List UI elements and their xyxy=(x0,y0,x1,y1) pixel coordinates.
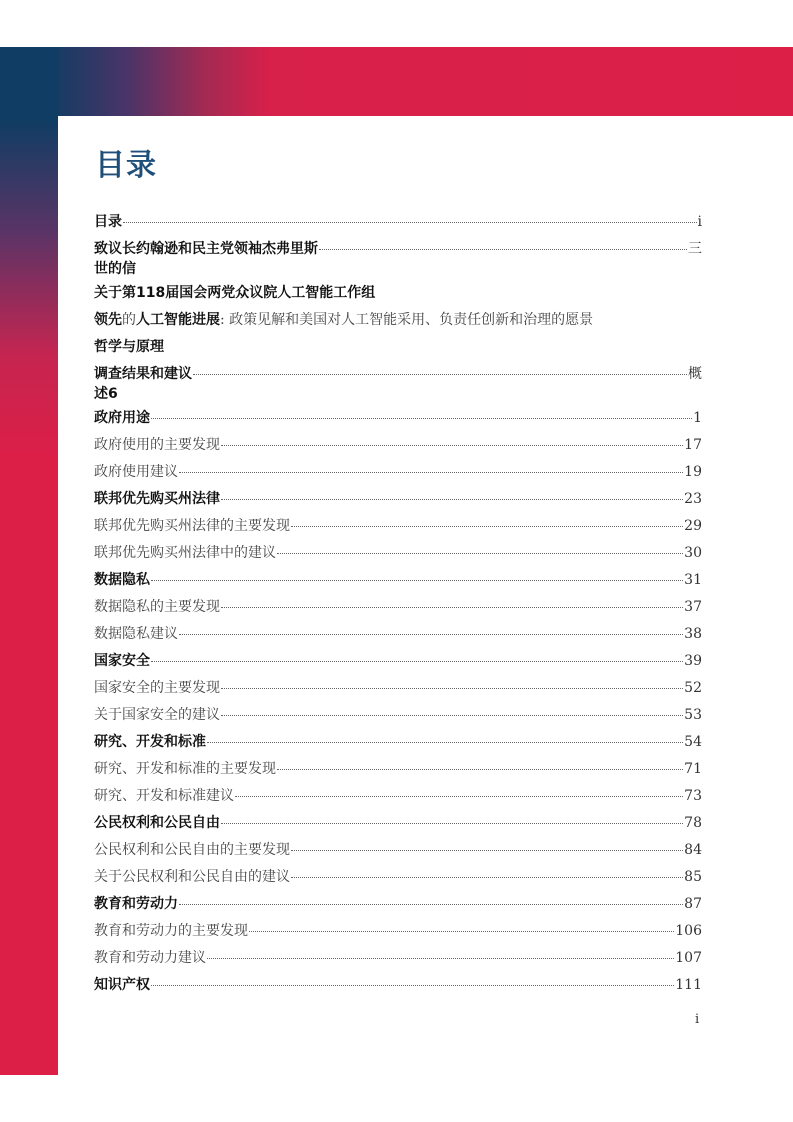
toc-leader-dots xyxy=(221,714,683,716)
toc-entry[interactable] xyxy=(94,867,702,894)
toc-entry-page: 29 xyxy=(684,518,702,534)
toc-entry-title: 数据隐私的主要发现 xyxy=(94,599,220,615)
toc-entry-page: 78 xyxy=(684,815,702,831)
toc-entry[interactable] xyxy=(94,975,702,1002)
toc-entry-page: 73 xyxy=(684,788,702,804)
toc-entry-title: 政府使用的主要发现 xyxy=(94,437,220,453)
toc-leader-dots xyxy=(221,687,683,689)
toc-entry-title: 知识产权 xyxy=(94,977,150,993)
toc-entry-title: 政府用途 xyxy=(94,410,150,426)
toc-entry[interactable] xyxy=(94,516,702,543)
toc-leader-dots xyxy=(151,579,683,581)
toc-leader-dots xyxy=(179,471,683,473)
toc-entry-title: 哲学与原理 xyxy=(94,339,164,355)
toc-leader-dots xyxy=(123,221,697,223)
toc-entry-title-part: 人工智能进展 xyxy=(136,312,220,328)
toc-entry[interactable] xyxy=(94,705,702,732)
toc-leader-dots xyxy=(235,795,683,797)
toc-entry[interactable] xyxy=(94,570,702,597)
toc-entry-line xyxy=(94,364,702,384)
toc-leader-dots xyxy=(221,606,683,608)
toc-entry-line xyxy=(94,894,702,914)
toc-leader-dots xyxy=(151,984,674,986)
toc-entry-title: 教育和劳动力建议 xyxy=(94,950,206,966)
toc-entry-continuation: 世的信 xyxy=(94,261,136,277)
toc-entry[interactable] xyxy=(94,462,702,489)
toc-entry-page: 1 xyxy=(693,410,702,426)
toc-entry-page: 17 xyxy=(684,437,702,453)
toc-entry-page: 30 xyxy=(684,545,702,561)
toc-entry-line xyxy=(94,705,702,725)
toc-entry[interactable] xyxy=(94,435,702,462)
toc-entry-title: 致议长约翰逊和民主党领袖杰弗里斯 xyxy=(94,241,318,257)
toc-entry-title: 联邦优先购买州法律 xyxy=(94,491,220,507)
toc-entry-line xyxy=(94,489,702,509)
toc-entry-page: 107 xyxy=(675,950,702,966)
toc-entry[interactable] xyxy=(94,408,702,435)
toc-entry[interactable] xyxy=(94,364,702,408)
toc-entry-line xyxy=(94,543,702,563)
toc-entry-page: 概 xyxy=(688,366,702,382)
toc-leader-dots xyxy=(277,768,683,770)
toc-entry[interactable] xyxy=(94,212,702,239)
toc-leader-dots xyxy=(319,248,687,250)
toc-entry-page: 87 xyxy=(684,896,702,912)
toc-entry-title: 国家安全的主要发现 xyxy=(94,680,220,696)
toc-entry-line xyxy=(94,948,702,968)
toc-entry-title-part: : 政策见解和美国对人工智能采用、负责任创新和治理的愿景 xyxy=(220,312,594,328)
toc-leader-dots xyxy=(221,498,683,500)
toc-entry[interactable] xyxy=(94,310,702,337)
toc-entry-page: 23 xyxy=(684,491,702,507)
toc-entry-line xyxy=(94,212,702,232)
toc-entry-title: 数据隐私建议 xyxy=(94,626,178,642)
toc-entry-title: 教育和劳动力 xyxy=(94,896,178,912)
toc-leader-dots xyxy=(291,525,683,527)
toc-leader-dots xyxy=(277,552,683,554)
toc-entry[interactable] xyxy=(94,948,702,975)
toc-entry-continuation: 述6 xyxy=(94,386,118,402)
toc-entry[interactable] xyxy=(94,813,702,840)
toc-entry-page: 106 xyxy=(675,923,702,939)
toc-entry[interactable] xyxy=(94,624,702,651)
toc-leader-dots xyxy=(221,822,683,824)
toc-entry-line xyxy=(94,516,702,536)
toc-entry[interactable] xyxy=(94,489,702,516)
header-banner xyxy=(0,47,793,116)
toc-entry-page: 31 xyxy=(684,572,702,588)
toc-entry-title: 公民权利和公民自由的主要发现 xyxy=(94,842,290,858)
toc-entry-page: 39 xyxy=(684,653,702,669)
toc-entry[interactable] xyxy=(94,840,702,867)
toc-entry-title: 关于国家安全的建议 xyxy=(94,707,220,723)
toc-entry-line xyxy=(94,597,702,617)
toc-entry-title: 研究、开发和标准 xyxy=(94,734,206,750)
toc-entry[interactable] xyxy=(94,239,702,283)
page-title: 目录 xyxy=(95,148,157,183)
toc-entry-line xyxy=(94,975,702,995)
toc-leader-dots xyxy=(207,957,674,959)
toc-entry-page: 71 xyxy=(684,761,702,777)
toc-entry-line xyxy=(94,624,702,644)
toc-leader-dots xyxy=(291,876,683,878)
toc-leader-dots xyxy=(179,633,683,635)
toc-entry-page: 38 xyxy=(684,626,702,642)
toc-entry[interactable] xyxy=(94,894,702,921)
toc-entry-page: 53 xyxy=(684,707,702,723)
toc-entry-title: 公民权利和公民自由 xyxy=(94,815,220,831)
toc-entry-page: 三 xyxy=(688,241,702,257)
toc-entry-line xyxy=(94,867,702,887)
toc-leader-dots xyxy=(207,741,683,743)
toc-entry[interactable] xyxy=(94,732,702,759)
toc-entry-title: 研究、开发和标准的主要发现 xyxy=(94,761,276,777)
toc-entry-page: 54 xyxy=(684,734,702,750)
toc-entry-line xyxy=(94,651,702,671)
toc-leader-dots xyxy=(151,660,683,662)
toc-entry[interactable] xyxy=(94,337,702,364)
toc-entry-line xyxy=(94,462,702,482)
toc-entry-page: i xyxy=(697,214,702,230)
toc-leader-dots xyxy=(193,373,687,375)
toc-entry[interactable] xyxy=(94,283,702,310)
toc-entry-title-part: 的 xyxy=(122,312,136,328)
toc-entry-title: 目录 xyxy=(94,214,122,230)
toc-entry-title-part: 领先 xyxy=(94,312,122,328)
toc-leader-dots xyxy=(151,417,692,419)
toc-leader-dots xyxy=(291,849,683,851)
toc-entry[interactable] xyxy=(94,786,702,813)
toc-entry-page: 52 xyxy=(684,680,702,696)
toc-entry-page: 85 xyxy=(684,869,702,885)
toc-entry[interactable] xyxy=(94,678,702,705)
toc-entry-line xyxy=(94,408,702,428)
side-color-bar xyxy=(0,47,58,1075)
toc-entry-title: 联邦优先购买州法律的主要发现 xyxy=(94,518,290,534)
toc-entry-page: 37 xyxy=(684,599,702,615)
toc-entry-line xyxy=(94,310,702,330)
toc-leader-dots xyxy=(249,930,674,932)
toc-entry-title: 研究、开发和标准建议 xyxy=(94,788,234,804)
toc-entry-line xyxy=(94,786,702,806)
toc-entry-page: 111 xyxy=(675,977,702,993)
toc-entry[interactable] xyxy=(94,651,702,678)
toc-entry-title: 关于公民权利和公民自由的建议 xyxy=(94,869,290,885)
toc-entry[interactable] xyxy=(94,543,702,570)
toc-leader-dots xyxy=(179,903,683,905)
toc-leader-dots xyxy=(221,444,683,446)
toc-entry-title: 教育和劳动力的主要发现 xyxy=(94,923,248,939)
toc-entry-line xyxy=(94,435,702,455)
toc-entry-title: 关于第118届国会两党众议院人工智能工作组 xyxy=(94,285,376,301)
toc-entry[interactable] xyxy=(94,759,702,786)
table-of-contents xyxy=(94,212,702,1002)
toc-entry-line xyxy=(94,813,702,833)
toc-entry-title: 数据隐私 xyxy=(94,572,150,588)
toc-entry-line xyxy=(94,570,702,590)
toc-entry-line xyxy=(94,239,702,259)
toc-entry-title: 调查结果和建议 xyxy=(94,366,192,382)
toc-entry-title: 联邦优先购买州法律中的建议 xyxy=(94,545,276,561)
toc-entry-line xyxy=(94,678,702,698)
footer-page-number: i xyxy=(695,1012,700,1027)
toc-entry[interactable] xyxy=(94,597,702,624)
toc-entry-line xyxy=(94,840,702,860)
toc-entry[interactable] xyxy=(94,921,702,948)
toc-entry-page: 84 xyxy=(684,842,702,858)
toc-entry-line xyxy=(94,921,702,941)
toc-entry-title: 国家安全 xyxy=(94,653,150,669)
toc-entry-line xyxy=(94,759,702,779)
toc-entry-title: 政府使用建议 xyxy=(94,464,178,480)
toc-entry-page: 19 xyxy=(684,464,702,480)
toc-entry-line xyxy=(94,732,702,752)
